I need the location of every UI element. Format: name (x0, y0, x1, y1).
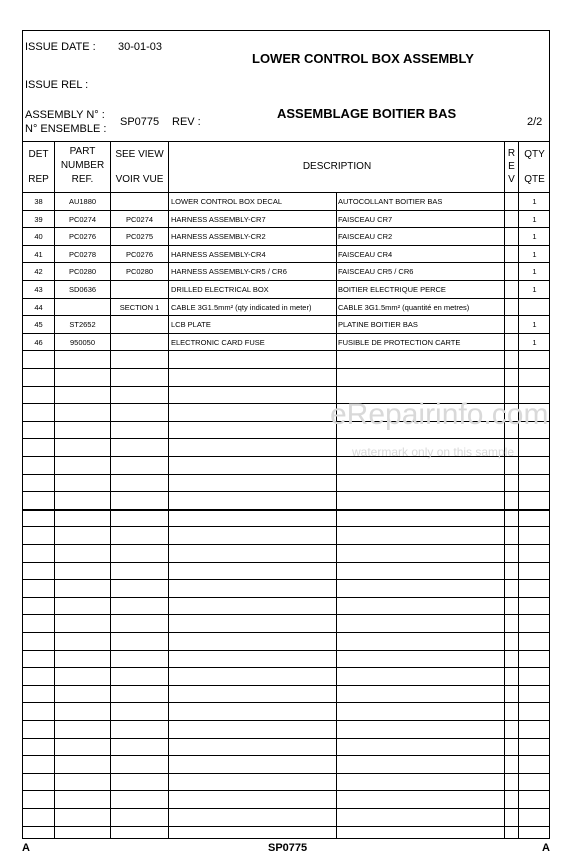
table-column-rule (168, 141, 169, 838)
cell-part: PC0276 (68, 232, 97, 242)
cell-desc-en: HARNESS ASSEMBLY-CR5 / CR6 (171, 267, 287, 277)
cell-desc-fr: FAISCEAU CR5 / CR6 (338, 267, 414, 277)
cell-part: PC0278 (68, 249, 97, 259)
col-part-1: PART (69, 146, 96, 157)
table-rule (22, 544, 550, 545)
table-rule (22, 755, 550, 756)
cell-desc-fr: PLATINE BOITIER BAS (338, 320, 418, 330)
cell-det: 41 (34, 249, 43, 259)
table-rule (22, 509, 550, 511)
col-see-view: SEE VIEW (115, 149, 164, 160)
table-rule (22, 562, 550, 563)
cell-qty: 1 (532, 214, 537, 224)
issue-rel-label: ISSUE REL : (25, 79, 89, 91)
watermark-note: watermark only on this sample (352, 445, 515, 459)
cell-view (111, 281, 168, 298)
title-en: LOWER CONTROL BOX ASSEMBLY (252, 51, 474, 66)
col-rep: REP (28, 174, 49, 185)
footer-center: SP0775 (268, 842, 308, 854)
table-rule (22, 632, 550, 633)
cell-part: SD0636 (68, 285, 97, 294)
cell-view: PC0280 (125, 267, 154, 277)
table-rule (22, 720, 550, 721)
col-qte: QTE (524, 174, 545, 185)
watermark-logo: eRepairinfo.com (330, 398, 549, 431)
cell-det: 45 (34, 320, 43, 330)
cell-part: PC0280 (68, 267, 97, 277)
cell-desc-en: DRILLED ELECTRICAL BOX (171, 285, 269, 294)
rev-label: REV : (172, 116, 201, 128)
cell-qty: 1 (532, 285, 537, 294)
cell-det: 42 (34, 267, 43, 277)
col-qty: QTY (524, 149, 545, 160)
cell-desc-fr: FAISCEAU CR7 (338, 214, 393, 224)
table-rule (22, 438, 550, 439)
footer-right: A (542, 842, 550, 854)
table-rule (22, 826, 550, 827)
table-rule (22, 474, 550, 475)
cell-part: AU1880 (68, 197, 97, 206)
table-rule (22, 808, 550, 809)
table-rule (22, 790, 550, 791)
cell-desc-fr: AUTOCOLLANT BOITIER BAS (338, 197, 443, 206)
footer-left: A (22, 842, 30, 854)
col-rev-r: R (507, 148, 516, 159)
ensemble-label: N° ENSEMBLE : (25, 123, 107, 135)
cell-desc-en: CABLE 3G1.5mm² (qty indicated in meter) (171, 302, 312, 312)
table-column-rule (504, 141, 505, 838)
cell-desc-en: HARNESS ASSEMBLY-CR7 (171, 214, 266, 224)
table-rule (22, 667, 550, 668)
col-description: DESCRIPTION (302, 161, 372, 172)
cell-det: 38 (34, 197, 43, 206)
cell-part: ST2652 (69, 320, 96, 330)
page-number: 2/2 (527, 116, 543, 128)
table-rule (22, 579, 550, 580)
issue-date-label: ISSUE DATE : (25, 41, 96, 53)
cell-view (111, 316, 168, 333)
col-part-2: NUMBER (60, 160, 105, 171)
description-split-rule (336, 192, 337, 838)
cell-desc-fr: FAISCEAU CR4 (338, 249, 393, 259)
col-det: DET (28, 149, 49, 160)
cell-desc-fr: BOITIER ELECTRIQUE PERCE (338, 285, 446, 294)
table-rule (22, 685, 550, 686)
cell-view (111, 193, 168, 210)
table-rule (22, 702, 550, 703)
table-rule (22, 386, 550, 387)
table-rule (22, 368, 550, 369)
table-rule (22, 141, 550, 142)
table-rule (22, 738, 550, 739)
cell-det: 44 (34, 302, 43, 312)
table-rule (22, 597, 550, 598)
cell-det: 39 (34, 214, 43, 224)
cell-desc-fr: CABLE 3G1.5mm² (quantité en metres) (338, 302, 470, 312)
cell-desc-en: HARNESS ASSEMBLY-CR4 (171, 249, 266, 259)
table-rule (22, 650, 550, 651)
table-rule (22, 491, 550, 492)
table-rule (22, 773, 550, 774)
cell-qty: 1 (532, 320, 537, 330)
cell-view: PC0274 (125, 214, 154, 224)
issue-date-value: 30-01-03 (118, 41, 163, 53)
cell-qty: 1 (532, 197, 537, 206)
col-voir-vue: VOIR VUE (115, 174, 164, 185)
table-rule (22, 614, 550, 615)
col-rev-e: E (508, 161, 515, 172)
cell-part: 950050 (69, 337, 96, 347)
cell-det: 46 (34, 337, 43, 347)
cell-qty: 1 (532, 249, 537, 259)
cell-desc-en: HARNESS ASSEMBLY-CR2 (171, 232, 266, 242)
cell-det: 43 (34, 285, 43, 294)
table-rule (22, 526, 550, 527)
col-part-3: REF. (71, 174, 94, 185)
cell-det: 40 (34, 232, 43, 242)
cell-view: SECTION 1 (119, 302, 160, 312)
cell-desc-en: ELECTRONIC CARD FUSE (171, 337, 265, 347)
assembly-label: ASSEMBLY N° : (25, 109, 105, 121)
cell-qty (519, 299, 550, 316)
cell-desc-fr: FAISCEAU CR2 (338, 232, 393, 242)
cell-desc-en: LOWER CONTROL BOX DECAL (171, 197, 282, 206)
col-rev-v: V (508, 174, 515, 185)
cell-qty: 1 (532, 267, 537, 277)
title-fr: ASSEMBLAGE BOITIER BAS (277, 106, 457, 121)
assembly-value: SP0775 (120, 116, 160, 128)
cell-qty: 1 (532, 337, 537, 347)
cell-part: PC0274 (68, 214, 97, 224)
cell-view: PC0276 (125, 249, 154, 259)
cell-view (111, 334, 168, 351)
cell-qty: 1 (532, 232, 537, 242)
cell-part (55, 299, 110, 316)
cell-desc-en: LCB PLATE (171, 320, 211, 330)
cell-view: PC0275 (125, 232, 154, 242)
cell-desc-fr: FUSIBLE DE PROTECTION CARTE (338, 337, 461, 347)
